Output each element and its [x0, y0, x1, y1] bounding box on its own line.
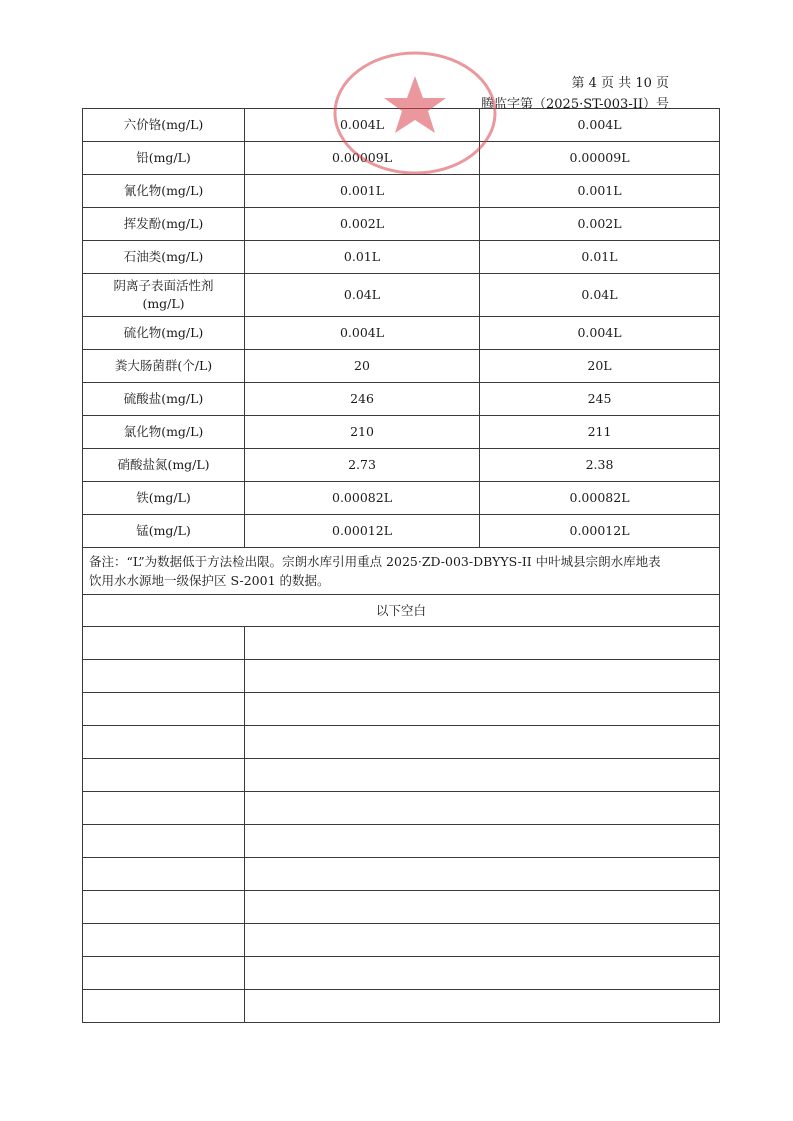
value-cell: 0.00012L — [480, 515, 720, 548]
empty-cell — [83, 726, 245, 759]
value-cell: 2.73 — [245, 449, 480, 482]
table-row — [83, 482, 720, 515]
empty-row — [83, 660, 720, 693]
results-table — [82, 108, 720, 1023]
empty-cell — [245, 891, 720, 924]
value-cell: 0.001L — [245, 175, 480, 208]
empty-row — [83, 792, 720, 825]
parameter-cell: 硫酸盐(mg/L) — [83, 383, 245, 416]
parameter-cell: 挥发酚(mg/L) — [83, 208, 245, 241]
parameter-cell: 锰(mg/L) — [83, 515, 245, 548]
parameter-cell: 石油类(mg/L) — [83, 241, 245, 274]
parameter-cell: 六价铬(mg/L) — [83, 109, 245, 142]
empty-cell — [245, 792, 720, 825]
empty-row — [83, 858, 720, 891]
value-cell: 0.00009L — [245, 142, 480, 175]
table-row — [83, 515, 720, 548]
empty-cell — [83, 858, 245, 891]
value-cell: 211 — [480, 416, 720, 449]
parameter-line: 阴离子表面活性剂 — [113, 278, 214, 293]
value-cell: 0.002L — [480, 208, 720, 241]
value-cell: 0.004L — [480, 109, 720, 142]
parameter-cell: 硝酸盐氮(mg/L) — [83, 449, 245, 482]
empty-cell — [245, 759, 720, 792]
table-row — [83, 208, 720, 241]
parameter-cell — [83, 274, 245, 317]
empty-row — [83, 693, 720, 726]
empty-cell — [245, 957, 720, 990]
parameter-cell: 铁(mg/L) — [83, 482, 245, 515]
empty-cell — [245, 858, 720, 891]
empty-row — [83, 726, 720, 759]
blank-marker-row — [83, 595, 720, 627]
page-indicator: 第 4 页 共 10 页 — [571, 76, 669, 91]
empty-cell — [83, 891, 245, 924]
table-row — [83, 109, 720, 142]
table-row — [83, 449, 720, 482]
empty-cell — [83, 627, 245, 660]
value-cell: 0.00012L — [245, 515, 480, 548]
value-cell: 246 — [245, 383, 480, 416]
remarks-row — [83, 548, 720, 595]
empty-cell — [83, 759, 245, 792]
remarks-line: 备注：“L”为数据低于方法检出限。宗朗水库引用重点 2025·ZD-003-DBYYS-II 中叶城县宗朗水库地表 — [89, 554, 661, 569]
blank-marker: 以下空白 — [83, 595, 720, 627]
table-row — [83, 317, 720, 350]
empty-cell — [83, 957, 245, 990]
empty-cell — [83, 825, 245, 858]
empty-cell — [245, 726, 720, 759]
value-cell: 2.38 — [480, 449, 720, 482]
value-cell: 0.001L — [480, 175, 720, 208]
table-row — [83, 383, 720, 416]
value-cell: 20 — [245, 350, 480, 383]
empty-cell — [245, 660, 720, 693]
empty-cell — [245, 693, 720, 726]
value-cell: 0.004L — [245, 317, 480, 350]
empty-cell — [245, 990, 720, 1023]
table-row — [83, 175, 720, 208]
value-cell: 0.004L — [245, 109, 480, 142]
empty-row — [83, 825, 720, 858]
value-cell: 0.00082L — [245, 482, 480, 515]
parameter-unit: (mg/L) — [142, 296, 185, 311]
parameter-cell: 氯化物(mg/L) — [83, 416, 245, 449]
value-cell: 210 — [245, 416, 480, 449]
parameter-cell: 铅(mg/L) — [83, 142, 245, 175]
value-cell: 0.01L — [480, 241, 720, 274]
table-row — [83, 274, 720, 317]
value-cell: 20L — [480, 350, 720, 383]
table-row — [83, 241, 720, 274]
value-cell: 0.002L — [245, 208, 480, 241]
remarks-cell — [83, 548, 720, 595]
empty-cell — [245, 627, 720, 660]
empty-cell — [83, 660, 245, 693]
value-cell: 245 — [480, 383, 720, 416]
empty-row — [83, 759, 720, 792]
empty-row — [83, 627, 720, 660]
empty-row — [83, 891, 720, 924]
report-number: 腾监字第（2025·ST-003-II）号 — [481, 97, 669, 112]
table-row — [83, 416, 720, 449]
parameter-cell: 粪大肠菌群(个/L) — [83, 350, 245, 383]
empty-row — [83, 924, 720, 957]
remarks-line: 饮用水水源地一级保护区 S-2001 的数据。 — [89, 573, 330, 588]
empty-cell — [245, 924, 720, 957]
table-row — [83, 350, 720, 383]
value-cell: 0.00082L — [480, 482, 720, 515]
empty-cell — [83, 693, 245, 726]
value-cell: 0.04L — [480, 274, 720, 317]
empty-cell — [83, 924, 245, 957]
value-cell: 0.00009L — [480, 142, 720, 175]
value-cell: 0.01L — [245, 241, 480, 274]
table-row — [83, 142, 720, 175]
value-cell: 0.04L — [245, 274, 480, 317]
value-cell: 0.004L — [480, 317, 720, 350]
parameter-cell: 氰化物(mg/L) — [83, 175, 245, 208]
empty-cell — [83, 792, 245, 825]
parameter-cell: 硫化物(mg/L) — [83, 317, 245, 350]
empty-cell — [245, 825, 720, 858]
empty-row — [83, 957, 720, 990]
empty-cell — [83, 990, 245, 1023]
empty-row — [83, 990, 720, 1023]
